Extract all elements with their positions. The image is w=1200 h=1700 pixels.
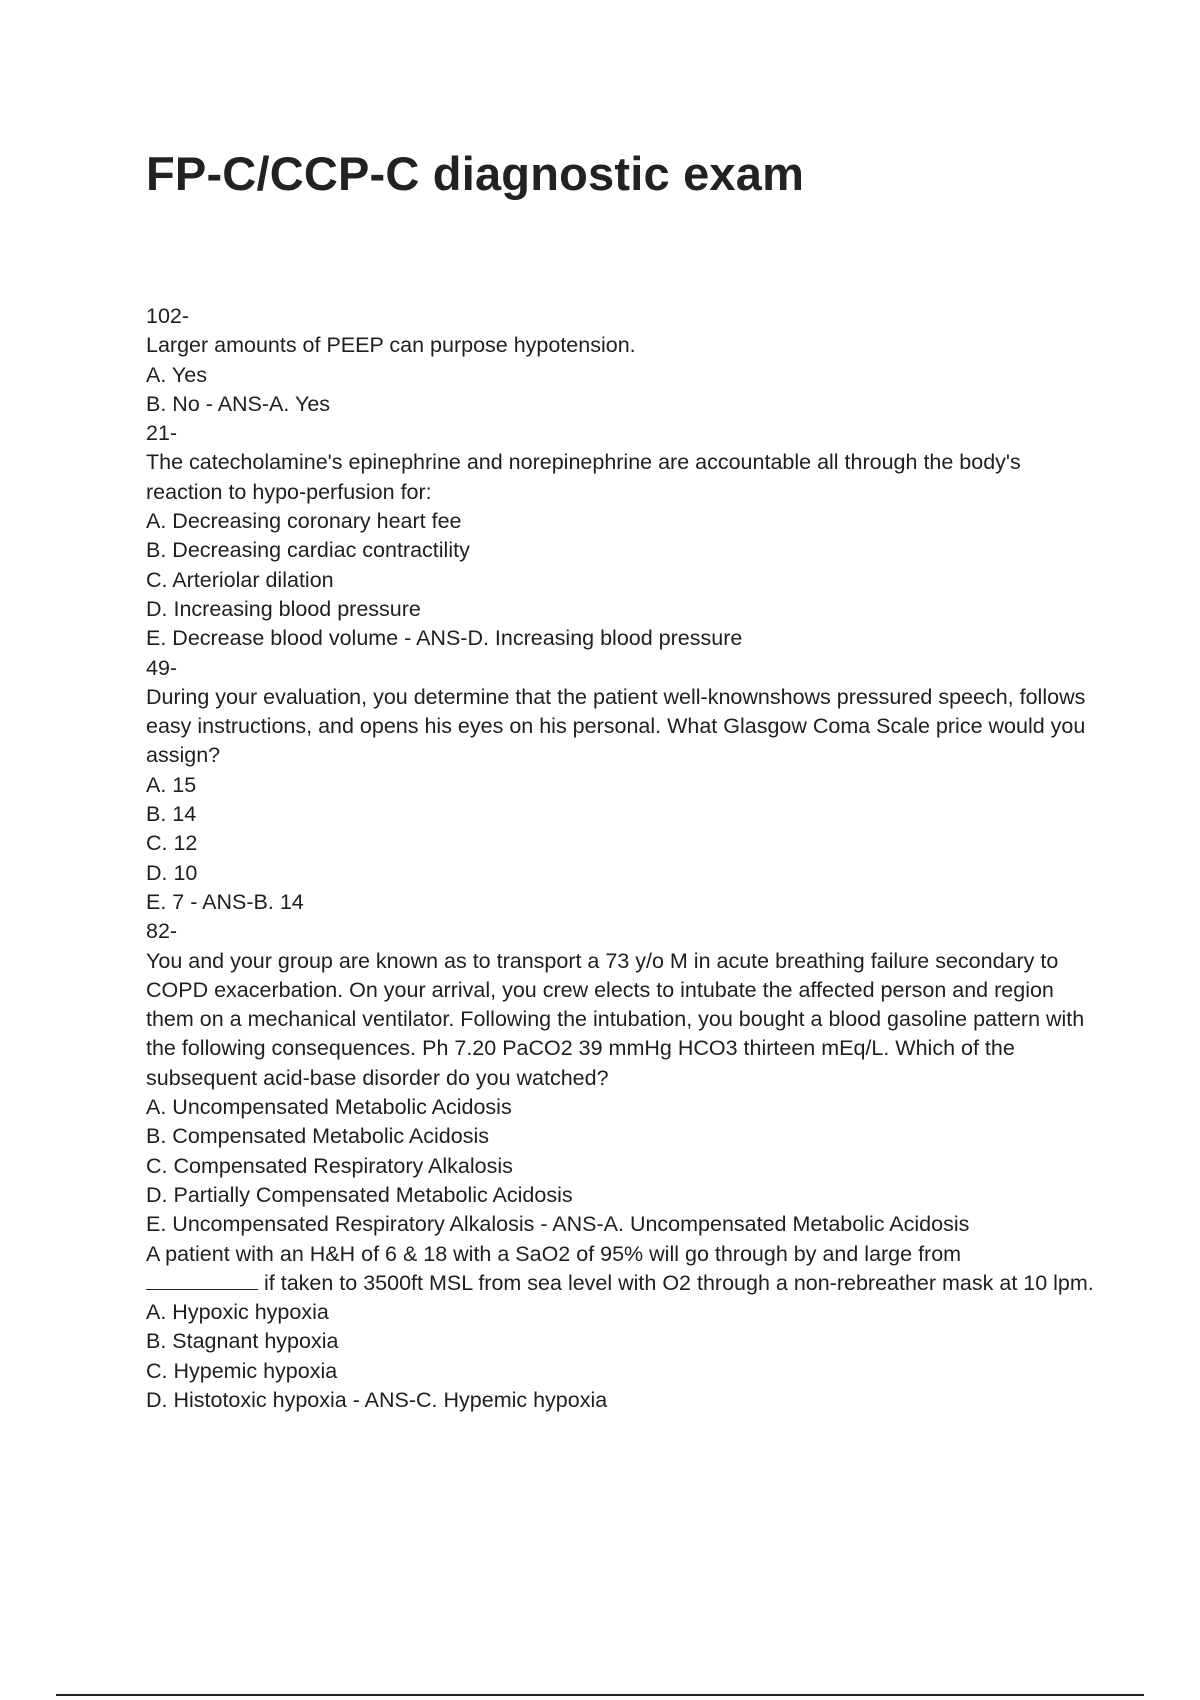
question-prompt: Larger amounts of PEEP can purpose hypotension. <box>146 333 636 358</box>
answer-option: A. Yes <box>146 362 207 387</box>
answer-option: A. Decreasing coronary heart fee <box>146 509 462 534</box>
question-prompt: During your evaluation, you determine that the patient well-knownshows pressured speech, follows easy instructions, and opens his eyes on his personal. What Glasgow Coma Scale price would you assign? <box>146 684 1086 768</box>
answer-option: D. 10 <box>146 860 198 885</box>
question-number: 102- <box>146 304 190 328</box>
answer-option: C. Compensated Respiratory Alkalosis <box>146 1153 513 1178</box>
answer-option: E. Decrease blood volume - ANS-D. Increasing blood pressure <box>146 626 743 651</box>
question-block <box>146 917 1096 1239</box>
answer-option: A. Uncompensated Metabolic Acidosis <box>146 1095 512 1120</box>
question-number: 21- <box>146 421 178 446</box>
answer-option: C. 12 <box>146 831 198 856</box>
answer-option: B. Stagnant hypoxia <box>146 1329 339 1354</box>
footer-divider <box>56 1694 1144 1696</box>
question-prompt-continued <box>146 1269 1096 1298</box>
answer-option: C. Hypemic hypoxia <box>146 1358 338 1383</box>
question-prompt: A patient with an H&H of 6 & 18 with a SaO2 of 95% will go through by and large from <box>146 1241 962 1266</box>
question-block <box>146 419 1096 653</box>
answer-option: B. Compensated Metabolic Acidosis <box>146 1124 489 1149</box>
question-block <box>146 654 1096 918</box>
question-list <box>146 302 1096 1415</box>
question-block <box>146 302 1096 419</box>
question-number: 49- <box>146 655 178 680</box>
question-prompt-tail: if taken to 3500ft MSL from sea level with O2 through a non-rebreather mask at 10 lpm. <box>264 1270 1094 1295</box>
answer-option: D. Increasing blood pressure <box>146 596 421 621</box>
question-prompt: You and your group are known as to transport a 73 y/o M in acute breathing failure secondary to COPD exacerbation. On your arrival, you crew elects to intubate the affected person and region them on a mechanical ventilator. Following the intubation, you bought a blood gasoline pattern with the following consequences. Ph 7.20 PaCO2 39 mmHg HCO3 thirteen mEq/L. Which of the subsequent acid-base disorder do you watched? <box>146 948 1085 1090</box>
answer-option: A. 15 <box>146 772 197 797</box>
answer-option: D. Partially Compensated Metabolic Acidosis <box>146 1182 573 1207</box>
page-title: FP-C/CCP-C diagnostic exam <box>146 147 805 200</box>
answer-option: B. 14 <box>146 802 197 827</box>
answer-option: E. 7 - ANS-B. 14 <box>146 889 304 914</box>
answer-option: D. Histotoxic hypoxia - ANS-C. Hypemic hypoxia <box>146 1387 608 1412</box>
question-number: 82- <box>146 919 178 944</box>
answer-option: B. No - ANS-A. Yes <box>146 391 331 416</box>
question-block <box>146 1240 1096 1416</box>
answer-option: B. Decreasing cardiac contractility <box>146 538 470 563</box>
answer-option: C. Arteriolar dilation <box>146 567 334 592</box>
fill-in-blank <box>146 1271 258 1290</box>
answer-option: A. Hypoxic hypoxia <box>146 1300 329 1325</box>
question-prompt: The catecholamine's epinephrine and norepinephrine are accountable all through the body's reaction to hypo-perfusion for: <box>146 450 1021 504</box>
answer-option: E. Uncompensated Respiratory Alkalosis - ANS-A. Uncompensated Metabolic Acidosis <box>146 1212 970 1237</box>
